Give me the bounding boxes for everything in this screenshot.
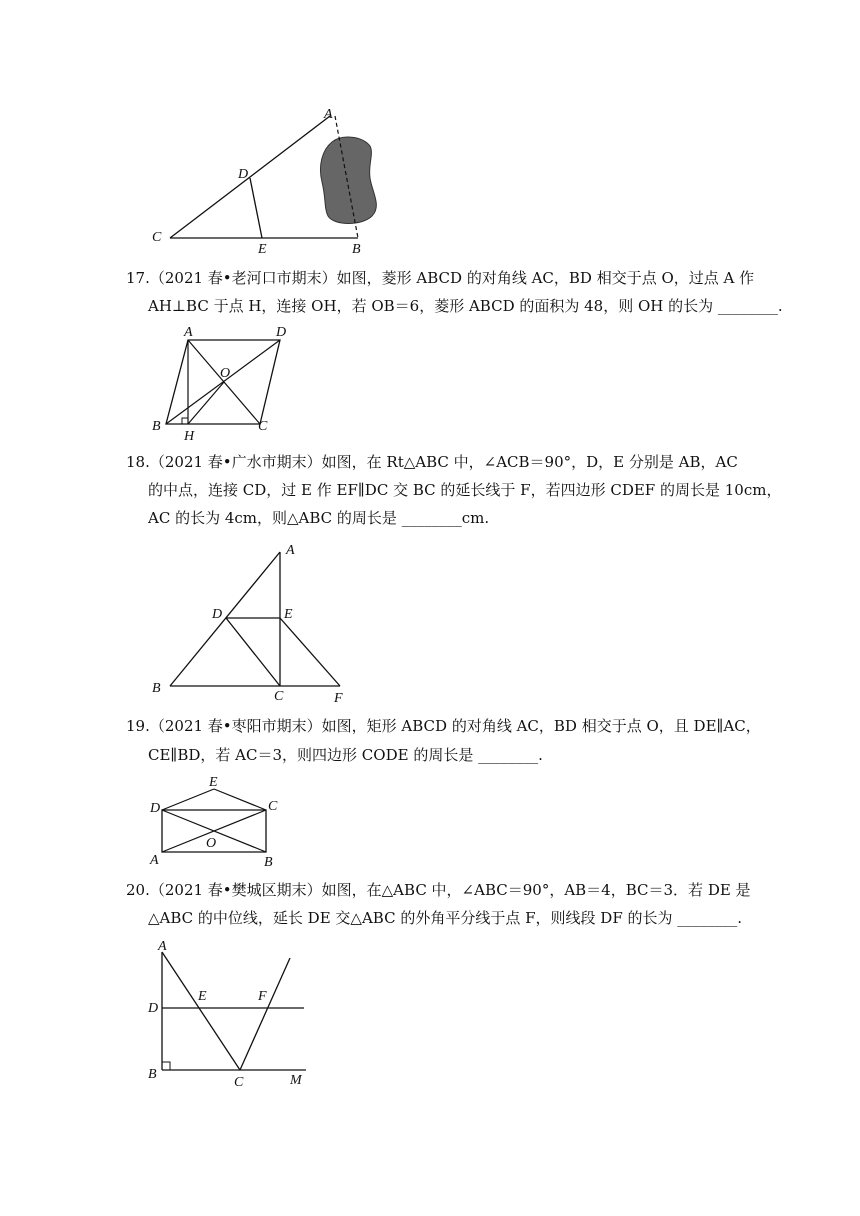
q19-label-A: A — [150, 853, 159, 868]
figure-q17 — [148, 322, 298, 444]
q18-text-line3: AC 的长为 4cm，则△ABC 的周长是 ________cm. — [148, 509, 490, 527]
q18-text-line2: 的中点，连接 CD，过 E 作 EF∥DC 交 BC 的延长线于 F，若四边形 CDEF 的周长是 10cm， — [148, 481, 782, 499]
q20-text-line2: △ABC 的中位线，延长 DE 交△ABC 的外角平分线于点 F，则线段 DF 的长为 ________. — [148, 909, 743, 927]
q20-label-B: B — [148, 1067, 157, 1082]
q20-label-D: D — [148, 1001, 159, 1016]
figure-q18 — [146, 540, 366, 708]
q16-label-E: E — [258, 242, 267, 257]
q20-label-E: E — [198, 989, 207, 1004]
q17-label-C: C — [258, 419, 268, 434]
q18-label-D: D — [212, 607, 223, 622]
figure-q16 — [140, 100, 400, 260]
q16-label-D: D — [238, 167, 249, 182]
q17-label-A: A — [184, 325, 193, 340]
q19-label-C: C — [268, 799, 278, 814]
q17-label-B: B — [152, 419, 161, 434]
q20-label-M: M — [290, 1073, 302, 1088]
figure-q19 — [146, 772, 286, 868]
q18-text-line1: 18.（2021 春•广水市期末）如图，在 Rt△ABC 中，∠ACB＝90°，D，E 分别是 AB，AC — [126, 453, 738, 471]
q20-label-C: C — [234, 1075, 244, 1090]
q20-label-A: A — [158, 939, 167, 954]
q16-label-A: A — [324, 107, 333, 122]
q19-label-D: D — [150, 801, 161, 816]
q18-label-B: B — [152, 681, 161, 696]
q16-label-C: C — [152, 230, 162, 245]
q19-label-O: O — [206, 836, 217, 851]
q16-label-B: B — [352, 242, 361, 257]
q19-label-E: E — [209, 775, 218, 790]
q19-label-B: B — [264, 855, 273, 868]
q17-label-D: D — [276, 325, 287, 340]
q20-label-F: F — [258, 989, 267, 1004]
q17-text-line2: AH⊥BC 于点 H，连接 OH，若 OB＝6，菱形 ABCD 的面积为 48，则 OH 的长为 ________. — [148, 297, 783, 315]
q18-label-E: E — [284, 607, 293, 622]
q17-label-H: H — [184, 429, 195, 444]
q17-text-line1: 17.（2021 春•老河口市期末）如图，菱形 ABCD 的对角线 AC，BD 相交于点 O，过点 A 作 — [126, 269, 755, 287]
q18-label-C: C — [274, 689, 284, 704]
q18-label-F: F — [334, 691, 343, 706]
q18-label-A: A — [286, 543, 295, 558]
q20-text-line1: 20.（2021 春•樊城区期末）如图，在△ABC 中，∠ABC＝90°，AB＝4，BC＝3．若 DE 是 — [126, 881, 751, 899]
q17-label-O: O — [220, 366, 231, 381]
q19-text-line1: 19.（2021 春•枣阳市期末）如图，矩形 ABCD 的对角线 AC，BD 相交于点 O，且 DE∥AC， — [126, 717, 761, 735]
q19-text-line2: CE∥BD，若 AC＝3，则四边形 CODE 的周长是 ________. — [148, 746, 543, 764]
figure-q20 — [144, 938, 324, 1092]
